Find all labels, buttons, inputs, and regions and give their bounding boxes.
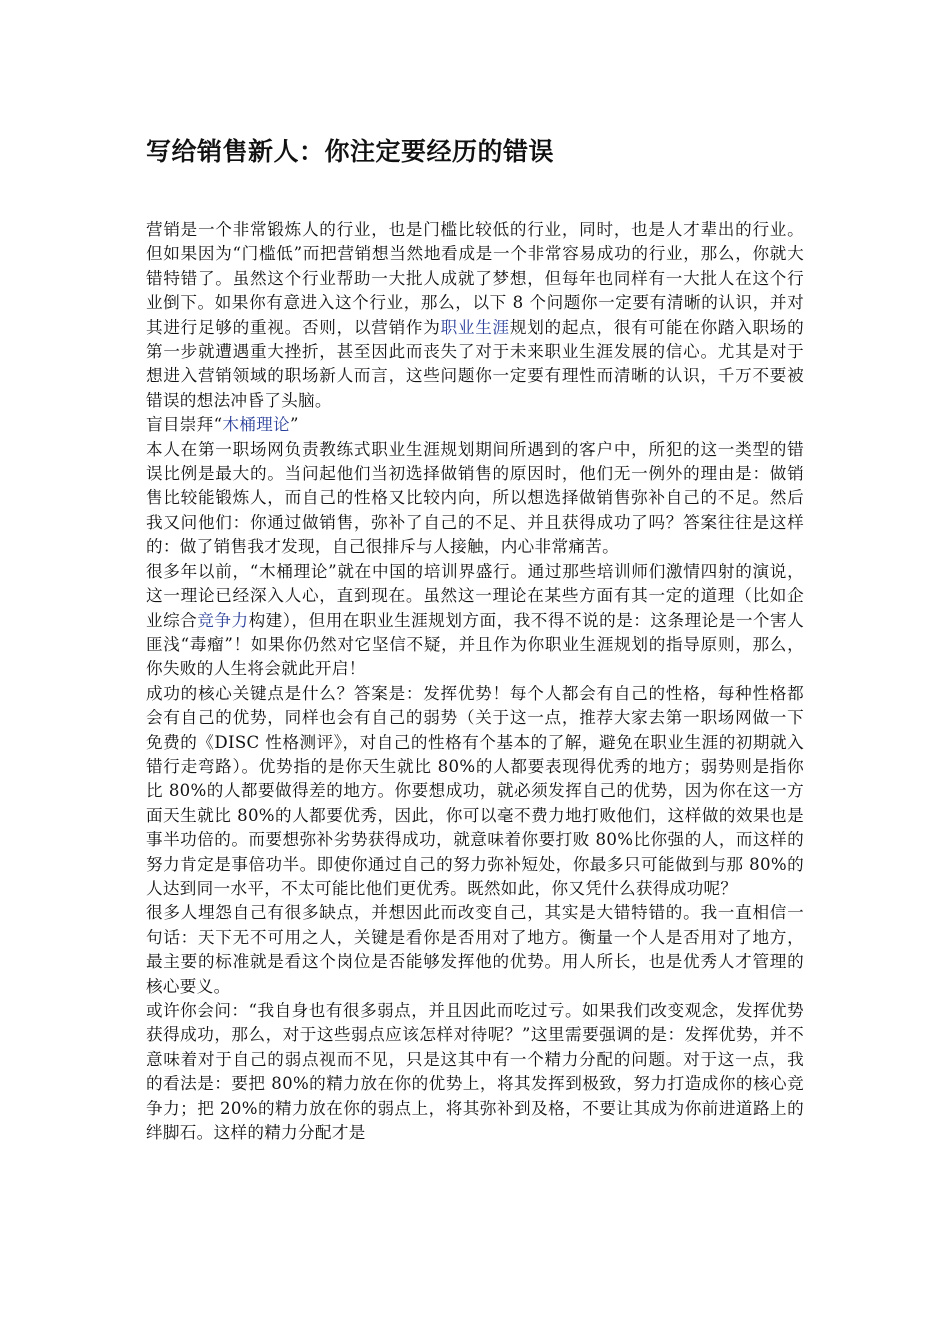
heading-prefix: 盲目崇拜“ xyxy=(146,415,223,435)
client-experience-paragraph: 本人在第一职场网负责教练式职业生涯规划期间所遇到的客户中，所犯的这一类型的错误比例是最大的。当问起他们当初选择做销售的原因时，他们无一例外的理由是：做销售比较能锻炼人，而自己的性格又比较内向，所以想选择做销售弥补自己的不足。然后我又问他们：你通过做销售，弥补了自己的不足、并且获得成功了吗？答案往往是这样的：做了销售我才发现，自己很排斥与人接触，内心非常痛苦。 xyxy=(146,439,804,557)
heading-suffix: ” xyxy=(289,415,299,435)
intro-paragraph xyxy=(146,218,804,413)
barrel-theory-paragraph xyxy=(146,560,804,682)
article-body xyxy=(146,218,804,1145)
document-page xyxy=(146,128,804,1145)
energy-allocation-paragraph: 或许你会问：“我自身也有很多弱点，并且因此而吃过亏。如果我们改变观念，发挥优势获得成功，那么，对于这些弱点应该怎样对待呢？”这里需要强调的是：发挥优势，并不意味着对于自己的弱点视而不见，只是这其中有一个精力分配的问题。对于这一点，我的看法是：要把 80%的精力放在你的优势上，将其发挥到极致，努力打造成你的核心竞争力；把 20%的精力放在你的弱点上，将其弥补到及格，不要让其成为你前进道路上的绊脚石。这样的精力分配才是 xyxy=(146,1001,804,1143)
article-title: 写给销售新人：你注定要经历的错误 xyxy=(146,137,555,166)
barrel-text-end: 构建），但用在职业生涯规划方面，我不得不说的是：这条理论是一个害人匪浅“毒瘤”！如果你仍然对它坚信不疑，并且作为你职业生涯规划的指导原则，那么，你失败的人生将会就此开启！ xyxy=(146,610,805,679)
barrel-theory-link[interactable]: 木桶理论 xyxy=(222,415,290,435)
weakness-paragraph: 很多人埋怨自己有很多缺点，并想因此而改变自己，其实是大错特错的。我一直相信一句话：天下无不可用之人，关键是看你是否用对了地方。衡量一个人是否用对了地方，最主要的标准就是看这个岗位是否能够发挥他的优势。用人所长，也是优秀人才管理的核心要义。 xyxy=(146,903,804,996)
intro-text-start: 营销是一个非常锻炼人的行业，也是门槛比较低的行业，同时，也是人才辈出的行业。但如果因为“门槛低”而把营销想当然地看成是一个非常容易成功的行业，那么，你就大错特错了。虽然这个行业帮助一大批人成就了梦想，但每年也同样有一大批人在这个行业倒下。如果你有意进入这个行业，那么，以下 8 个问题你一定要有清晰的认识，并对其进行足够的重视。否则，以营销作为 xyxy=(146,220,804,337)
intro-text-end: 规划的起点，很有可能在你踏入职场的第一步就遭遇重大挫折，甚至因此而丧失了对于未来职业生涯发展的信心。尤其是对于想进入营销领域的职场新人而言，这些问题你一定要有理性而清晰的认识，千万不要被错误的想法冲昏了头脑。 xyxy=(146,317,804,410)
competitiveness-link[interactable]: 竞争力 xyxy=(197,610,249,630)
barrel-text-start: 很多年以前，“木桶理论”就在中国的培训界盛行。通过那些培训师们激情四射的演说，这一理论已经深入人心，直到现在。虽然这一理论在某些方面有其一定的道理（比如企业综合 xyxy=(146,561,804,630)
core-success-paragraph: 成功的核心关键点是什么？答案是：发挥优势！每个人都会有自己的性格，每种性格都会有自己的优势，同样也会有自己的弱势（关于这一点，推荐大家去第一职场网做一下免费的《DISC 性格测评》，对自己的性格有个基本的了解，避免在职业生涯的初期就入错行走弯路）。优势指的是你天生就比 80%的人都要表现得优秀的地方；弱势则是指你比 80%的人都要做得差的地方。你要想成功，就必须发挥自己的优势，因为你在这一方面天生就比 80%的人都要优秀，因此，你可以毫不费力地打败他们，这样做的效果也是事半功倍的。而要想弥补劣势获得成功，就意味着你要打败 80%比你强的人，而这样的努力肯定是事倍功半。即使你通过自己的努力弥补短处，你最多只可能做到与那 80%的人达到同一水平，不太可能比他们更优秀。既然如此，你又凭什么获得成功呢？ xyxy=(146,683,804,898)
section-heading-barrel-theory xyxy=(146,413,804,437)
career-link[interactable]: 职业生涯 xyxy=(440,317,510,337)
